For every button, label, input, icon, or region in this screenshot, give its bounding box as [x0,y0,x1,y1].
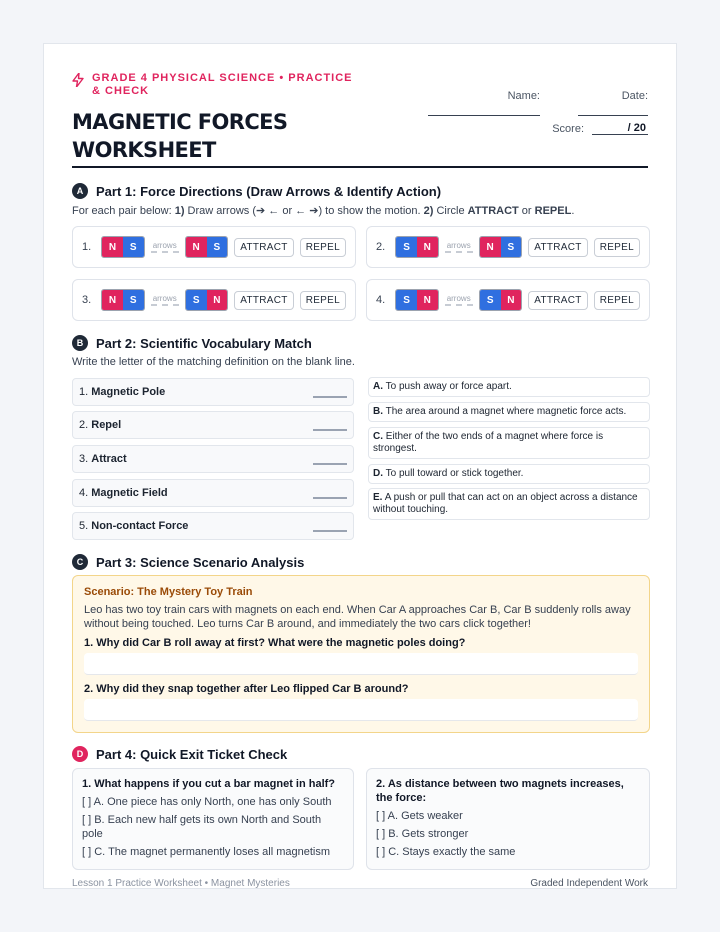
scenario-box [72,575,650,733]
definition-item [368,402,650,422]
name-field[interactable] [428,102,540,116]
exit-option[interactable]: [ ] C. Stays exactly the same [376,846,516,858]
answer-blank[interactable] [313,520,347,532]
term-text: Repel [91,419,122,431]
pair-number: 1. [82,241,92,253]
pole-south: S [207,237,228,257]
header-block [72,72,362,164]
definition-text: To push away or force apart. [385,381,512,392]
attract-option[interactable]: ATTRACT [234,238,293,257]
definition-letter: E. [373,492,383,503]
magnet-pair-card [72,279,356,321]
pole-south: S [396,290,417,310]
part4-heading [72,746,287,762]
part3-title: Part 3: Science Scenario Analysis [96,554,305,570]
term-number: 1. [79,386,89,398]
definition-item [368,488,650,520]
pole-south: S [123,290,144,310]
score-field[interactable]: / 20 [592,122,648,135]
exit-option[interactable]: [ ] C. The magnet permanently loses all magnetism [82,846,331,858]
magnet-right [185,236,228,258]
part4-title: Part 4: Quick Exit Ticket Check [96,746,288,762]
header-rule [72,166,648,168]
part2-instructions: Write the letter of the matching definition on the blank line. [72,356,355,368]
pole-south: S [396,237,417,257]
worksheet-page [43,43,677,889]
definition-item [368,377,650,397]
attract-option[interactable]: ATTRACT [528,238,587,257]
attract-option[interactable]: ATTRACT [528,291,587,310]
definition-letter: D. [373,468,383,479]
repel-option[interactable]: REPEL [300,291,346,310]
vocab-term [72,445,354,473]
definition-text: The area around a magnet where magnetic force acts. [385,406,627,417]
pole-south: S [186,290,207,310]
pole-south: S [123,237,144,257]
magnet-right [479,236,522,258]
pole-north: N [480,237,501,257]
part3-heading [72,554,304,570]
answer-field-1[interactable] [84,653,638,675]
repel-option[interactable]: REPEL [594,291,640,310]
term-number: 3. [79,453,89,465]
scenario-title: Scenario: The Mystery Toy Train [84,586,253,598]
part1-title: Part 1: Force Directions (Draw Arrows & Identify Action) [96,183,442,199]
term-text: Magnetic Field [91,487,168,499]
answer-field-2[interactable] [84,699,638,721]
pole-north: N [102,237,123,257]
pole-north: N [501,290,522,310]
part1-heading [72,183,441,199]
part1-badge: A [72,183,88,199]
lightning-icon [72,73,84,87]
pole-north: N [186,237,207,257]
term-text: Attract [91,453,127,465]
answer-blank[interactable] [313,419,347,431]
exit-option[interactable]: [ ] B. Each new half gets its own North and South pole [82,814,322,840]
scenario-text: Leo has two toy train cars with magnets on each end. When Car A approaches Car B, Car B suddenly rolls away without being touched. Leo turns Car B around, and immediately the two cars click together! [84,604,631,630]
arrow-draw-area[interactable]: arrows [445,241,473,253]
pole-north: N [417,290,438,310]
magnet-right [185,289,228,311]
part2-title: Part 2: Scientific Vocabulary Match [96,335,312,351]
definition-text: To pull toward or stick together. [385,468,524,479]
magnet-left [101,236,144,258]
definition-letter: B. [373,406,383,417]
answer-blank[interactable] [313,487,347,499]
pole-south: S [501,237,522,257]
pair-number: 2. [376,241,386,253]
magnet-right [479,289,522,311]
eyebrow-text: GRADE 4 PHYSICAL SCIENCE • PRACTICE & CHECK [92,72,353,97]
part2-badge: B [72,335,88,351]
term-text: Magnetic Pole [91,386,166,398]
name-label: Name: [507,90,540,102]
page-title: MAGNETIC FORCES WORKSHEET [72,110,288,162]
exit-option[interactable]: [ ] A. One piece has only North, one has only South [82,796,332,808]
exit-question-1 [72,768,354,870]
pair-number: 4. [376,294,386,306]
magnet-left [101,289,144,311]
definition-letter: A. [373,381,383,392]
pole-north: N [417,237,438,257]
part2-heading [72,335,312,351]
arrow-draw-area[interactable]: arrows [445,294,473,306]
footer-right: Graded Independent Work [530,878,648,889]
magnet-left [395,236,438,258]
pole-north: N [207,290,228,310]
magnet-pair-card [72,226,356,268]
pole-north: N [102,290,123,310]
part1-instructions: For each pair below: 1) Draw arrows (➔ ← or ← ➔) to show the motion. 2) Circle ATTRACT or REPEL. [72,205,575,217]
repel-option[interactable]: REPEL [594,238,640,257]
vocab-term [72,512,354,540]
definition-item [368,427,650,459]
arrow-draw-area[interactable]: arrows [151,294,179,306]
scenario-question-1: 1. Why did Car B roll away at first? What were the magnetic poles doing? [84,637,466,649]
answer-blank[interactable] [313,453,347,465]
date-label: Date: [621,90,648,102]
exit-option[interactable]: [ ] A. Gets weaker [376,810,463,822]
vocab-term [72,378,354,406]
magnet-pair-card [366,226,650,268]
magnet-pair-card [366,279,650,321]
exit-question-text: 1. What happens if you cut a bar magnet in half? [82,778,336,790]
arrow-draw-area[interactable]: arrows [151,241,179,253]
term-number: 5. [79,520,89,532]
definition-text: Either of the two ends of a magnet where force is strongest. [373,431,604,454]
repel-option[interactable]: REPEL [300,238,346,257]
scenario-question-2: 2. Why did they snap together after Leo flipped Car B around? [84,683,409,695]
exit-question-text: 2. As distance between two magnets increases, the force: [376,778,624,804]
part4-badge: D [72,746,88,762]
definition-text: A push or pull that can act on an object across a distance without touching. [373,492,638,515]
answer-blank[interactable] [313,386,347,398]
attract-option[interactable]: ATTRACT [234,291,293,310]
term-number: 4. [79,487,89,499]
exit-question-2 [366,768,650,870]
footer-left: Lesson 1 Practice Worksheet • Magnet Mysteries [72,878,290,889]
pair-number: 3. [82,294,92,306]
term-text: Non-contact Force [91,520,189,532]
score-label: Score: [552,123,584,135]
exit-option[interactable]: [ ] B. Gets stronger [376,828,469,840]
pole-south: S [480,290,501,310]
date-field[interactable] [578,102,648,116]
magnet-left [395,289,438,311]
definition-item [368,464,650,484]
vocab-term [72,411,354,439]
part3-badge: C [72,554,88,570]
vocab-term [72,479,354,507]
term-number: 2. [79,419,89,431]
student-fields [428,90,648,135]
eyebrow [72,72,362,98]
page-footer [72,878,648,889]
definition-letter: C. [373,431,383,442]
